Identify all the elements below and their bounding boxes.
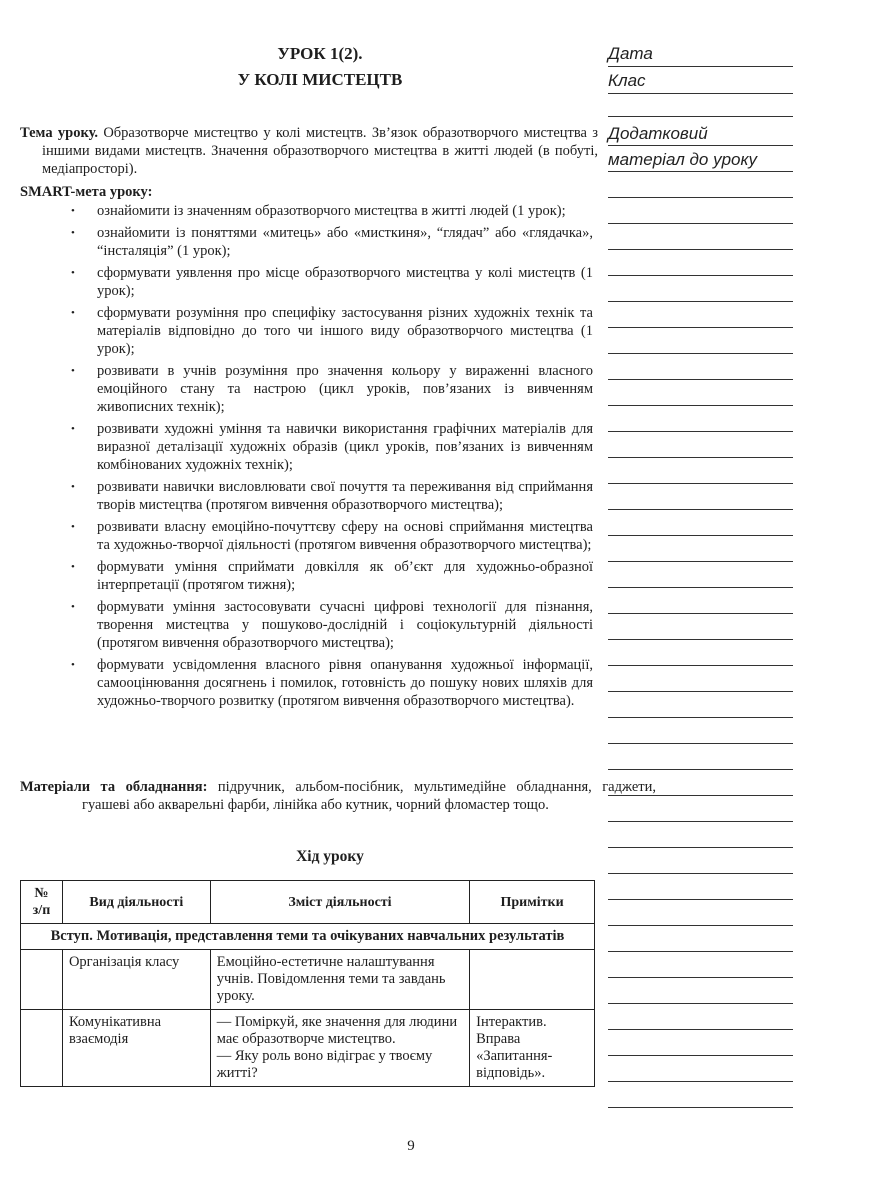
materials-label: Матеріали та обладнання: [20,779,208,795]
notes-line[interactable] [608,405,793,406]
notes-line[interactable] [608,743,793,744]
goal-item: • формувати уміння застосовувати сучасні цифрові технології для пізнання, творення мистецтва у пошуково-дослідній і соціокультурній діяльності (протягом вивчення образотворчого мистецтва); [71,598,593,652]
goal-item: • розвивати власну емоційно-почуттєву сферу на основі сприймання мистецтва та художньо-творчої діяльності (протягом вивчення образотворчого мистецтва); [71,518,593,554]
date-label: Дата [608,44,653,63]
table-row [21,950,595,1010]
header-content: Зміст діяльності [210,881,469,924]
notes-line[interactable] [608,665,793,666]
notes-line[interactable] [608,1003,793,1004]
notes-line[interactable] [608,587,793,588]
notes-line[interactable] [608,717,793,718]
notes-line[interactable] [608,535,793,536]
notes-line[interactable] [608,977,793,978]
notes-line[interactable] [608,847,793,848]
notes-line[interactable] [608,116,793,117]
notes-line[interactable] [608,951,793,952]
notes-line[interactable] [608,457,793,458]
notes-line[interactable] [608,1029,793,1030]
class-label: Клас [608,71,646,90]
notes-line[interactable] [608,171,793,172]
row-notes: Інтерактив. Вправа «Запитання-відповідь». [470,1010,595,1087]
table-section-row [21,924,595,950]
goal-item: • ознайомити із значенням образотворчого мистецтва в житті людей (1 урок); [71,202,593,220]
lesson-number-title: УРОК 1(2). [277,44,363,63]
notes-line[interactable] [608,691,793,692]
row-notes [470,950,595,1010]
smart-goals-list [71,202,593,714]
notes-line[interactable] [608,275,793,276]
notes-line[interactable] [608,327,793,328]
notes-line[interactable] [608,925,793,926]
page-number: 9 [407,1138,415,1154]
header-notes: Примітки [470,881,595,924]
notes-line[interactable] [608,223,793,224]
goal-item: • сформувати уявлення про місце образотворчого мистецтва у колі мистецтв (1 урок); [71,264,593,300]
section-title: Вступ. Мотивація, представлення теми та очікуваних навчальних результатів [21,924,595,950]
notes-line[interactable] [608,301,793,302]
row-activity: Організація класу [62,950,210,1010]
notes-line[interactable] [608,1107,793,1108]
notes-line[interactable] [608,639,793,640]
date-line[interactable] [608,66,793,67]
lesson-plan-table [20,880,595,1087]
class-line[interactable] [608,93,793,94]
goal-item: • розвивати художні уміння та навички використання графічних матеріалів для виразної деталізації художніх образів (цикл уроків, пов’язаних із вивченням комбінованих художніх технік); [71,420,593,474]
notes-line[interactable] [608,379,793,380]
notes-line[interactable] [608,1081,793,1082]
notes-line[interactable] [608,1055,793,1056]
table-header-row [21,881,595,924]
notes-line[interactable] [608,483,793,484]
goal-item: • розвивати в учнів розуміння про значення кольору у вираженні власного емоційного стану та настрою (цикл уроків, пов’язаних із вивченням живописних технік); [71,362,593,416]
goal-item: • формувати усвідомлення власного рівня опанування художньої інформації, самооцінювання досягнень і помилок, готовність до пошуку нових шляхів для художньо-творчого розвитку (протягом вивчення образотворчого мистецтва). [71,656,593,710]
table-row [21,1010,595,1087]
notes-line[interactable] [608,561,793,562]
topic-label: Тема уроку. [20,125,99,141]
notes-line[interactable] [608,509,793,510]
goal-item: • сформувати розуміння про специфіку застосування різних художніх технік та матеріалів відповідно до того чи іншого виду образотворчого мистецтва (1 урок); [71,304,593,358]
smart-goals-heading: SMART-мета уроку: [20,184,153,200]
lesson-topic [20,124,598,178]
notes-line[interactable] [608,769,793,770]
header-activity: Вид діяльності [62,881,210,924]
notes-line[interactable] [608,795,793,796]
materials-paragraph [20,778,656,814]
lesson-title: У КОЛІ МИСТЕЦТВ [237,70,403,89]
goal-item: • розвивати навички висловлювати свої почуття та переживання від сприймання творів мистецтва (протягом вивчення образотворчого мистецтва); [71,478,593,514]
notes-line[interactable] [608,899,793,900]
extra-material-label: Додатковий [608,124,708,143]
notes-line[interactable] [608,613,793,614]
notes-line[interactable] [608,821,793,822]
header-number: № з/п [21,881,63,924]
course-title: Хід уроку [296,848,364,865]
notes-line[interactable] [608,249,793,250]
row-activity: Комунікативна взаємодія [62,1010,210,1087]
notes-line[interactable] [608,353,793,354]
row-content: — Поміркуй, яке значення для людини має образотворче мистецтво. — Яку роль воно відіграє у твоєму житті? [210,1010,469,1087]
row-number [21,1010,63,1087]
materials-text: підручник, альбом-посібник, мультимедійне обладнання, гаджети, гуашеві або акварельні фарби, лінійка або кутник, чорний фломастер тощо. [82,779,656,813]
notes-line[interactable] [608,197,793,198]
row-content: Емоційно-естетичне налаштування учнів. Повідомлення теми та завдань уроку. [210,950,469,1010]
notes-line[interactable] [608,431,793,432]
goal-item: • формувати уміння сприймати довкілля як об’єкт для художньо-образної інтерпретації (протягом тижня); [71,558,593,594]
notes-line[interactable] [608,145,793,146]
row-number [21,950,63,1010]
goal-item: • ознайомити із поняттями «митець» або «мисткиня», “глядач” або «глядачка», “інсталяція” (1 урок); [71,224,593,260]
extra-material-label-2: матеріал до уроку [608,150,758,169]
notes-line[interactable] [608,873,793,874]
topic-text: Образотворче мистецтво у колі мистецтв. Зв’язок образотворчого мистецтва з іншими видами мистецтв. Значення образотворчого мистецтва в житті людей (в побуті, медіапросторі). [42,125,598,177]
